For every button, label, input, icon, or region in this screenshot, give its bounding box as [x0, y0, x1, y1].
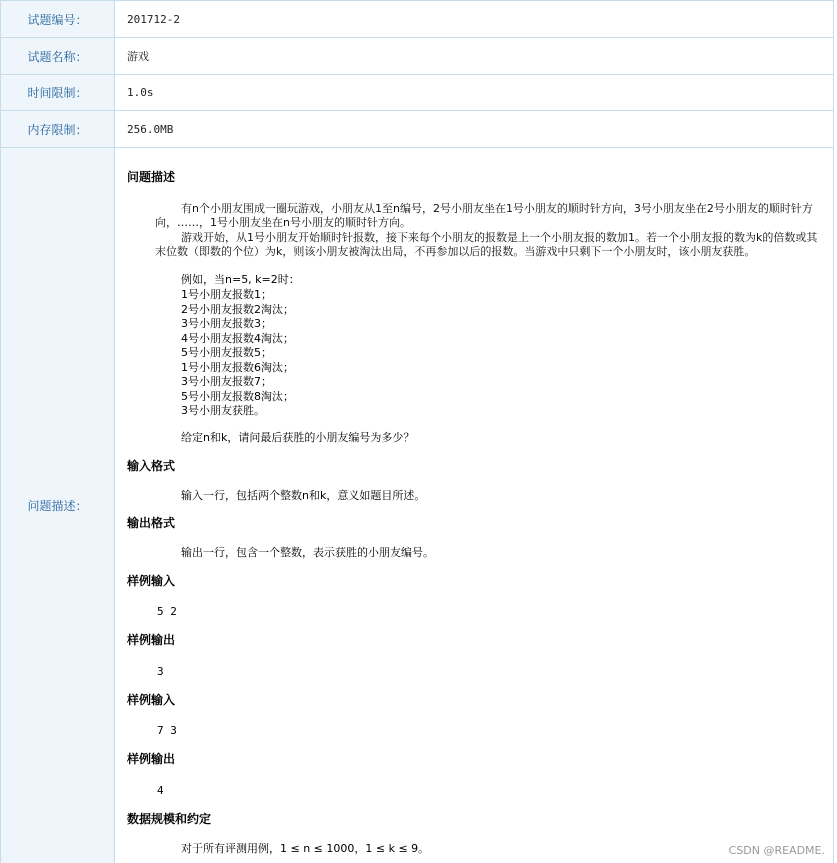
example-line: 1号小朋友报数1；	[181, 288, 272, 301]
section-title-input: 输入格式	[127, 459, 176, 473]
problem-id-label: 试题编号：	[1, 1, 115, 37]
section-title-data-scale: 数据规模和约定	[127, 812, 212, 826]
section-title-output: 输出格式	[127, 516, 176, 530]
example-line: 3号小朋友报数3；	[181, 317, 272, 330]
problem-name-value: 游戏	[127, 50, 149, 63]
sample-output-2: 4	[157, 784, 164, 797]
section-title-description: 问题描述	[127, 170, 176, 184]
input-format-text: 输入一行，包括两个整数n和k，意义如题目所述。	[181, 489, 426, 502]
problem-description-label: 问题描述：	[1, 148, 115, 863]
question-text: 给定n和k，请问最后获胜的小朋友编号为多少？	[181, 431, 415, 444]
example-line: 5号小朋友报数5；	[181, 346, 272, 359]
time-limit-label: 时间限制：	[1, 75, 115, 110]
example-intro: 例如，当n=5, k=2时：	[181, 273, 300, 286]
row-problem-id	[0, 0, 834, 37]
section-title-sample-output-1: 样例输出	[127, 633, 176, 647]
section-title-sample-output-2: 样例输出	[127, 752, 176, 766]
sample-input-2: 7 3	[157, 724, 177, 737]
row-problem-name	[0, 37, 834, 74]
problem-id-value: 201712-2	[127, 12, 180, 26]
section-title-sample-input-1: 样例输入	[127, 574, 176, 588]
paragraph-intro: 有n个小朋友围成一圈玩游戏，小朋友从1至n编号，2号小朋友坐在1号小朋友的顺时针方向，3号小朋友坐在2号小朋友的顺时针方向，……，1号小朋友坐在n号小朋友的顺时针方向。	[155, 202, 813, 229]
section-title-sample-input-2: 样例输入	[127, 693, 176, 707]
row-memory-limit	[0, 110, 834, 147]
row-time-limit	[0, 74, 834, 110]
example-line: 2号小朋友报数2淘汰；	[181, 303, 294, 316]
example-line: 3号小朋友获胜。	[181, 404, 265, 417]
sample-input-1: 5 2	[157, 605, 177, 618]
example-line: 5号小朋友报数8淘汰；	[181, 390, 294, 403]
time-limit-value: 1.0s	[127, 86, 154, 99]
output-format-text: 输出一行，包含一个整数，表示获胜的小朋友编号。	[181, 546, 434, 559]
memory-limit-value: 256.0MB	[127, 122, 174, 136]
data-scale-text: 对于所有评测用例，1 ≤ n ≤ 1000，1 ≤ k ≤ 9。	[181, 842, 430, 855]
example-line: 4号小朋友报数4淘汰；	[181, 332, 294, 345]
row-problem-description	[0, 147, 834, 863]
problem-name-label: 试题名称：	[1, 38, 115, 74]
memory-limit-label: 内存限制：	[1, 111, 115, 147]
example-line: 1号小朋友报数6淘汰；	[181, 361, 294, 374]
sample-output-1: 3	[157, 665, 164, 678]
paragraph-rules: 游戏开始，从1号小朋友开始顺时针报数，接下来每个小朋友的报数是上一个小朋友报的数加1。若一个小朋友报的数为k的倍数或其末位数（即数的个位）为k，则该小朋友被淘汰出局，不再参加以后的报数。当游戏中只剩下一个小朋友时，该小朋友获胜。	[155, 231, 818, 258]
example-line: 3号小朋友报数7；	[181, 375, 272, 388]
watermark: CSDN @README.	[728, 844, 825, 857]
